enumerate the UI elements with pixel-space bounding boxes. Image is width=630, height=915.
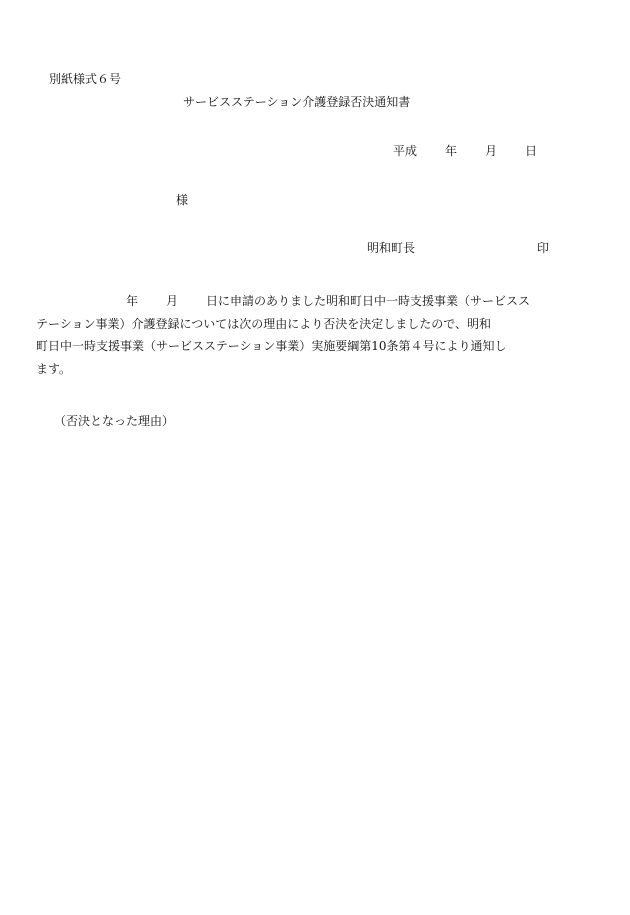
- date-year-unit: 年: [445, 144, 458, 158]
- date-era: 平成: [393, 144, 418, 158]
- body-line-1-text: 日に申請のありました明和町日中一時支援事業（サービスス: [206, 294, 531, 308]
- body-line-1: [36, 290, 560, 313]
- addressee-suffix: 様: [176, 193, 189, 207]
- document-title: サービスステーション介護登録否決通知書: [183, 95, 411, 109]
- body-line-4: ます。: [36, 361, 72, 376]
- form-number: 別紙様式６号: [49, 72, 122, 86]
- reason-heading: （否決となった理由）: [54, 414, 175, 428]
- issuer-line: [367, 240, 549, 256]
- seal-mark: 印: [537, 241, 550, 255]
- body-month-unit: 月: [166, 294, 179, 308]
- body-line-2: テーション事業）介護登録については次の理由により否決を決定しましたので、明和: [36, 316, 492, 331]
- body-line-3: 町日中一時支援事業（サービスステーション事業）実施要綱第10条第４号により通知し: [36, 339, 507, 353]
- notice-body: [36, 290, 560, 380]
- date-day-unit: 日: [525, 144, 538, 158]
- date-month-unit: 月: [485, 144, 498, 158]
- body-year-unit: 年: [126, 294, 139, 308]
- issuer-name: 明和町長: [367, 241, 416, 255]
- date-line: [393, 143, 537, 159]
